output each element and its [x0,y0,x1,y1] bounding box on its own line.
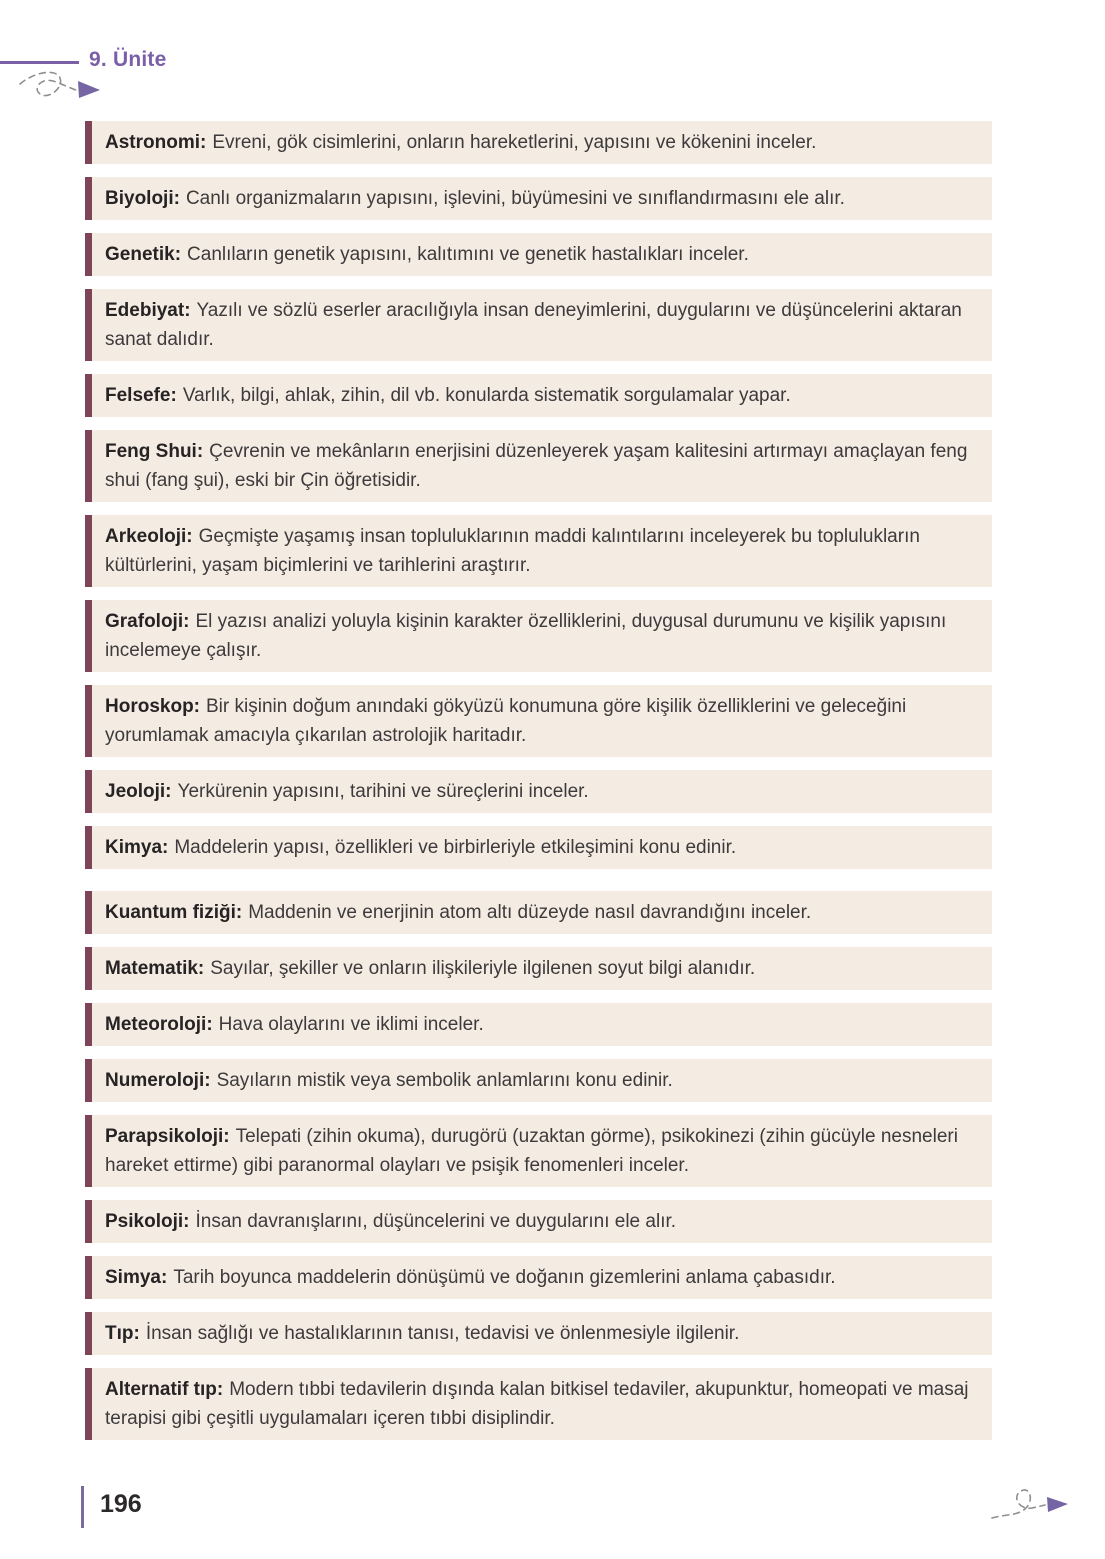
definition-entry [85,1115,992,1187]
entry-term: Matematik: [105,958,205,979]
entry-description: Yerkürenin yapısını, tarihini ve süreçlerini inceler. [177,781,589,802]
definition-entry [85,1059,992,1102]
entry-term: Grafoloji: [105,611,190,632]
entry-term: Psikoloji: [105,1211,190,1232]
entry-description: El yazısı analizi yoluyla kişinin karakter özelliklerini, duygusal durumunu ve kişilik yapısını incelemeye çalışır. [105,611,947,661]
entry-description: Sayılar, şekiller ve onların ilişkileriyle ilgilenen soyut bilgi alanıdır. [210,958,756,979]
page-number-rule [81,1486,84,1528]
entry-term: Edebiyat: [105,300,191,321]
entry-term: Kuantum fiziği: [105,902,243,923]
entry-description: İnsan davranışlarını, düşüncelerini ve duygularını ele alır. [195,1211,677,1232]
entry-description: Modern tıbbi tedavilerin dışında kalan bitkisel tedaviler, akupunktur, homeopati ve masaj terapisi gibi çeşitli uygulamaları içeren tıbbi disiplindir. [105,1379,969,1429]
definitions-list [85,121,992,1453]
definition-entry [85,600,992,672]
page-number: 196 [100,1490,142,1518]
definition-entry [85,826,992,869]
definition-entry [85,947,992,990]
definition-entry [85,1312,992,1355]
entry-description: Canlı organizmaların yapısını, işlevini, büyümesini ve sınıflandırmasını ele alır. [185,188,845,209]
entry-term: Astronomi: [105,132,207,153]
definition-entry [85,430,992,502]
entry-term: Jeoloji: [105,781,172,802]
definition-entry [85,289,992,361]
entry-description: Canlıların genetik yapısını, kalıtımını ve genetik hastalıkları inceler. [187,244,749,265]
entry-term: Simya: [105,1267,168,1288]
entry-description: Hava olaylarını ve iklimi inceler. [218,1014,484,1035]
definition-entry [85,1256,992,1299]
definition-entry [85,685,992,757]
entry-term: Horoskop: [105,696,200,717]
definition-entry [85,891,992,934]
entry-description: İnsan sağlığı ve hastalıklarının tanısı, tedavisi ve önlenmesiyle ilgilenir. [145,1323,740,1344]
entry-term: Parapsikoloji: [105,1126,230,1147]
entry-term: Tıp: [105,1323,140,1344]
entry-description: Çevrenin ve mekânların enerjisini düzenleyerek yaşam kalitesini artırmayı amaçlayan feng shui (fang şui), eski bir Çin öğretisidir. [105,441,968,491]
definition-entry [85,177,992,220]
entry-description: Evreni, gök cisimlerini, onların hareketlerini, yapısını ve kökenini inceler. [212,132,817,153]
entry-description: Yazılı ve sözlü eserler aracılığıyla insan deneyimlerini, duygularını ve düşüncelerini aktaran sanat dalıdır. [105,300,962,350]
definition-entry [85,374,992,417]
unit-title: 9. Ünite [89,48,167,71]
entry-description: Tarih boyunca maddelerin dönüşümü ve doğanın gizemlerini anlama çabasıdır. [173,1267,836,1288]
entry-description: Maddelerin yapısı, özellikleri ve birbirleriyle etkileşimini konu edinir. [174,837,737,858]
definition-entry [85,515,992,587]
entry-term: Felsefe: [105,385,177,406]
entry-term: Arkeoloji: [105,526,193,547]
entry-description: Geçmişte yaşamış insan topluluklarının maddi kalıntılarını inceleyerek bu toplulukların kültürlerini, yaşam biçimlerini ve tarihlerini araştırır. [105,526,920,576]
entry-term: Meteoroloji: [105,1014,213,1035]
entry-term: Biyoloji: [105,188,180,209]
definition-entry [85,121,992,164]
entry-description: Bir kişinin doğum anındaki gökyüzü konumuna göre kişilik özelliklerini ve geleceğini yorumlamak amacıyla çıkarılan astrolojik haritadır. [105,696,907,746]
entry-description: Varlık, bilgi, ahlak, zihin, dil vb. konularda sistematik sorgulamalar yapar. [182,385,791,406]
definition-entry [85,1200,992,1243]
unit-header-rule [0,61,79,64]
entry-term: Feng Shui: [105,441,204,462]
entry-description: Sayıların mistik veya sembolik anlamlarını konu edinir. [216,1070,673,1091]
definition-entry [85,233,992,276]
entry-term: Genetik: [105,244,182,265]
dashed-loop-arrow-icon [16,66,126,118]
dashed-loop-arrow-icon [990,1472,1090,1532]
definition-entry [85,1003,992,1046]
definition-entry [85,1368,992,1440]
entry-term: Kimya: [105,837,169,858]
entry-term: Numeroloji: [105,1070,211,1091]
entry-description: Maddenin ve enerjinin atom altı düzeyde nasıl davrandığını inceler. [248,902,812,923]
definition-entry [85,770,992,813]
entry-term: Alternatif tıp: [105,1379,224,1400]
entry-description: Telepati (zihin okuma), durugörü (uzaktan görme), psikokinezi (zihin gücüyle nesneleri hareket ettirme) gibi paranormal olayları ve psişik fenomenleri inceler. [105,1126,958,1176]
